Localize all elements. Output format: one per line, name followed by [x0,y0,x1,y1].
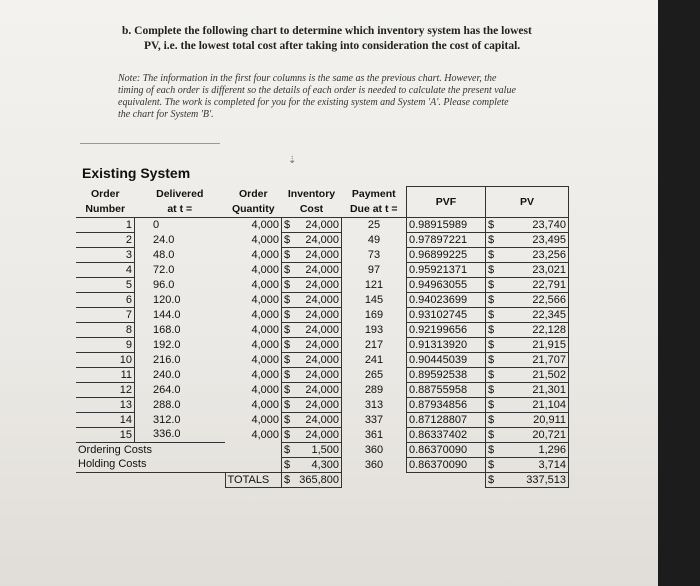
table-row [76,337,569,352]
delivered-at: 96.0 [153,278,175,291]
pv-value: $ 23,495 [486,232,569,247]
question-line-1: b. Complete the following chart to determine which inventory system has the lowest [122,25,532,37]
order-quantity: 4,000 [251,218,279,231]
ordering-costs-value: $ 1,500 [282,442,342,457]
inventory-cost: $ 24,000 [282,382,342,397]
header-pv: PV [486,187,569,218]
payment-due: 313 [342,397,407,412]
payment-due: 145 [342,292,407,307]
pv-value: $ 20,721 [486,427,569,442]
ordering-costs-payment: 360 [342,442,407,457]
order-quantity: 4,000 [251,293,279,306]
pvf-value: 0.90445039 [407,352,486,367]
header-inventory: Inventory [287,188,336,200]
payment-due: 361 [342,427,407,442]
holding-costs-pv: $ 3,714 [486,457,569,472]
table-row [76,367,569,382]
inventory-cost: $ 24,000 [282,307,342,322]
order-number: 11 [76,367,135,382]
order-number: 13 [76,397,135,412]
pvf-value: 0.93102745 [407,307,486,322]
pv-value: $ 23,021 [486,262,569,277]
pv-value: $ 21,104 [486,397,569,412]
pv-value: $ 20,911 [486,412,569,427]
table-row [76,412,569,427]
order-number: 4 [76,262,135,277]
existing-system-table [76,186,569,488]
pvf-value: 0.97897221 [407,232,486,247]
pv-value: $ 21,301 [486,382,569,397]
order-quantity: 4,000 [251,353,279,366]
table-row [76,232,569,247]
order-number: 14 [76,412,135,427]
ordering-costs-row [76,442,569,457]
ordering-costs-label: Ordering Costs [76,442,225,457]
inventory-cost: $ 24,000 [282,292,342,307]
totals-label: TOTALS [225,472,282,487]
table-row [76,382,569,397]
order-quantity: 4,000 [251,233,279,246]
delivered-at: 288.0 [153,398,181,411]
note-line-2: timing of each order is different so the details of each order is needed to calculate the present value [118,85,516,96]
note-line-3: equivalent. The work is completed for you for the existing system and System 'A'. Please complete [118,97,509,108]
delivered-at: 264.0 [153,383,181,396]
order-quantity: 4,000 [251,428,279,441]
table-row [76,307,569,322]
pvf-value: 0.87934856 [407,397,486,412]
header-order: Order [90,188,120,200]
pvf-value: 0.98915989 [407,217,486,232]
header-delivered-sub: at t = [135,202,226,218]
payment-due: 73 [342,247,407,262]
pvf-value: 0.88755958 [407,382,486,397]
pvf-value: 0.92199656 [407,322,486,337]
table-title: Existing System [82,165,191,181]
delivered-at: 312.0 [153,413,181,426]
header-pvf: PVF [407,187,486,218]
payment-due: 193 [342,322,407,337]
header-order-sub: Number [76,202,135,218]
order-quantity: 4,000 [251,368,279,381]
inventory-cost: $ 24,000 [282,352,342,367]
table-row [76,322,569,337]
inventory-cost: $ 24,000 [282,367,342,382]
table-row [76,217,569,232]
totals-row [76,472,569,487]
payment-due: 97 [342,262,407,277]
inventory-cost: $ 24,000 [282,397,342,412]
delivered-at: 24.0 [153,233,175,246]
order-quantity: 4,000 [251,398,279,411]
totals-inventory: $ 365,800 [282,472,342,487]
order-number: 5 [76,277,135,292]
inventory-cost: $ 24,000 [282,412,342,427]
inventory-cost: $ 24,000 [282,277,342,292]
order-quantity: 4,000 [251,323,279,336]
pvf-value: 0.95921371 [407,262,486,277]
delivered-at: 240.0 [153,368,181,381]
pvf-value: 0.89592538 [407,367,486,382]
order-quantity: 4,000 [251,308,279,321]
header-payment: Payment [351,188,396,200]
pv-value: $ 21,502 [486,367,569,382]
delivered-at: 216.0 [153,353,181,366]
table-row [76,427,569,442]
pvf-value: 0.94963055 [407,277,486,292]
order-quantity: 4,000 [251,383,279,396]
header-payment-sub: Due at t = [342,202,407,218]
pv-value: $ 21,915 [486,337,569,352]
payment-due: 49 [342,232,407,247]
order-number: 10 [76,352,135,367]
pvf-value: 0.91313920 [407,337,486,352]
delivered-at: 48.0 [153,248,175,261]
table-row [76,352,569,367]
holding-costs-payment: 360 [342,457,407,472]
order-number: 7 [76,307,135,322]
order-quantity: 4,000 [251,338,279,351]
order-number: 1 [76,217,135,232]
note-text [118,73,596,121]
divider [80,143,220,144]
order-number: 8 [76,322,135,337]
payment-due: 121 [342,277,407,292]
pvf-value: 0.86337402 [407,427,486,442]
background-edge [658,0,700,586]
pv-value: $ 22,345 [486,307,569,322]
ordering-costs-pv: $ 1,296 [486,442,569,457]
pen-mark-icon: ⇣ [288,155,297,166]
pvf-value: 0.87128807 [407,412,486,427]
pv-value: $ 23,256 [486,247,569,262]
header-row-1 [76,187,569,202]
order-quantity: 4,000 [251,413,279,426]
delivered-at: 120.0 [153,293,181,306]
payment-due: 217 [342,337,407,352]
holding-costs-pvf: 0.86370090 [407,457,486,472]
header-quantity: Order [238,188,268,200]
delivered-at: 0 [153,218,160,231]
pvf-value: 0.94023699 [407,292,486,307]
pvf-value: 0.96899225 [407,247,486,262]
inventory-cost: $ 24,000 [282,322,342,337]
order-number: 2 [76,232,135,247]
note-line-4: the chart for System 'B'. [118,109,214,120]
inventory-cost: $ 24,000 [282,232,342,247]
totals-pv: $ 337,513 [486,472,569,487]
ordering-costs-pvf: 0.86370090 [407,442,486,457]
payment-due: 265 [342,367,407,382]
note-line-1: Note: The information in the first four columns is the same as the previous chart. However, the [118,73,497,84]
payment-due: 337 [342,412,407,427]
payment-due: 241 [342,352,407,367]
table-row [76,247,569,262]
holding-costs-label: Holding Costs [76,457,225,472]
question-line-2: PV, i.e. the lowest total cost after taking into consideration the cost of capital. [144,40,521,52]
inventory-cost: $ 24,000 [282,427,342,442]
pv-value: $ 21,707 [486,352,569,367]
delivered-at: 144.0 [153,308,181,321]
table-row [76,277,569,292]
inventory-cost: $ 24,000 [282,247,342,262]
pv-value: $ 22,791 [486,277,569,292]
order-number: 6 [76,292,135,307]
pv-value: $ 23,740 [486,217,569,232]
holding-costs-row [76,457,569,472]
order-number: 3 [76,247,135,262]
payment-due: 25 [342,217,407,232]
delivered-at: 336.0 [153,428,181,441]
inventory-cost: $ 24,000 [282,262,342,277]
header-inventory-sub: Cost [282,202,342,218]
order-number: 12 [76,382,135,397]
table-row [76,292,569,307]
inventory-cost: $ 24,000 [282,217,342,232]
table-row [76,397,569,412]
payment-due: 289 [342,382,407,397]
order-number: 9 [76,337,135,352]
order-quantity: 4,000 [251,263,279,276]
order-quantity: 4,000 [251,248,279,261]
order-quantity: 4,000 [251,278,279,291]
holding-costs-value: $ 4,300 [282,457,342,472]
table-row [76,262,569,277]
order-number: 15 [76,427,135,442]
payment-due: 169 [342,307,407,322]
table-body [76,217,569,442]
header-delivered: Delivered [156,188,204,200]
pv-value: $ 22,128 [486,322,569,337]
pv-value: $ 22,566 [486,292,569,307]
header-quantity-sub: Quantity [225,202,282,218]
delivered-at: 192.0 [153,338,181,351]
question-text [122,24,602,54]
delivered-at: 72.0 [153,263,175,276]
inventory-cost: $ 24,000 [282,337,342,352]
delivered-at: 168.0 [153,323,181,336]
